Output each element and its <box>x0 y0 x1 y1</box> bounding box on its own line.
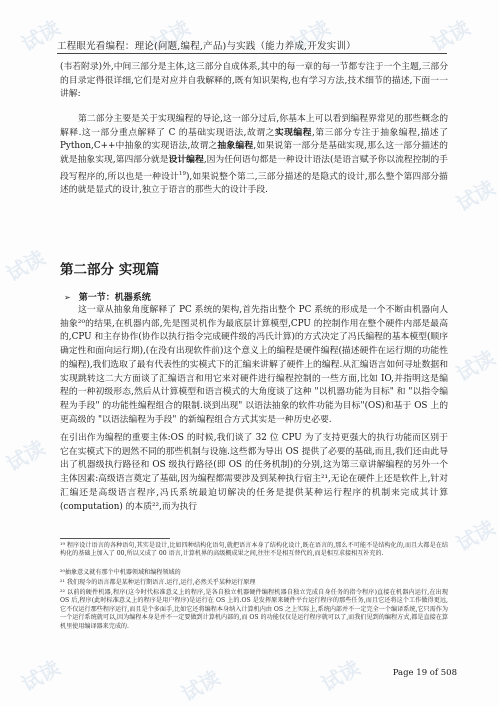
paragraph-text: ,因为任何语句都是一种设计语法(是语言赋予你以流程控制的手段写程序的,所以也是一种设计 <box>60 155 448 182</box>
paragraph-text: ),如果说整个第二,三部分描述的是隐式的设计,那么整个第四部分描述的就是显式的设计,独立于语言的那些大的设计手段. <box>60 171 448 196</box>
paragraph: 这一章从抽象角度解释了 PC 系统的架构,首先指出整个 PC 系统的形成是一个不断由机器向人抽象²⁰的结果,在机器内部,先是图灵机作为最底层计算模型,CPU 的控制作用在整个硬件内部是最高的,CPU 和主存协作(协作以执行指令完成硬件级的冯氏计算)的方式决定了冯氏编程的基本模型(顺序确定性和面向运行期),(在没有出现软件前)这个意义上的编程是硬件编程(描述硬件在运行期的功能性的编程),我们选取了最有代表性的实模式下的汇编来讲解了硬件上的编程.从汇编语言如何寻址数据和实现跳转这二大方面谈了汇编语言和用它来对硬件进行编程控制的一些方面,比如 IO,并指明这是编程的一种初级形态,然后从计算模型和语言模式的大角度谈了这种 "以机器功能为目标" 和 "以指令编程为手段" 的功能性编程组合的限制.谈到出现" 以语法抽象的软件功能为目标"(OS)和基于 OS 上的更高级的 "以语法编程为手段" 的新编程组合方式其实是一种历史必要. <box>60 305 448 425</box>
watermark: 试读 <box>427 15 475 57</box>
watermark: 试读 <box>17 15 65 57</box>
watermark: 试读 <box>287 15 335 57</box>
emphasis-text: 设计编程 <box>168 155 204 166</box>
watermark: 试读 <box>147 15 195 57</box>
section-heading: 第二部分 实现篇 <box>60 262 160 278</box>
watermark: 试读 <box>17 655 65 697</box>
footnote: ²⁰抽象意义就有那个中机器领域和编程领域的 <box>60 569 181 576</box>
running-header: 工程眼光看编程：理论(问题,编程,产品)与实践（能力养成,开发实训） <box>57 41 356 52</box>
page-number: Page 19 of 508 <box>392 668 457 678</box>
footnote: ¹⁹ 程序设计语言的各种语句,其实是设计,比如四种结构化语句,就把语言本身了结构化设计,既在语言的,那么不可能不是结构化的,而且大都是在结构化的基础上加入了 00,所以又成了 00 语言,计算机界的高级概成果之间,往往不是相互替代的,而是相互求接相互补充的. <box>60 542 448 558</box>
watermark: 试读 <box>452 345 499 387</box>
watermark: 试读 <box>2 435 50 477</box>
watermark: 试读 <box>317 655 365 697</box>
footnote-divider <box>60 538 170 539</box>
footnote-ref: 19 <box>178 170 186 177</box>
paragraph-text: 第二部分主要是关于实现编程的导论,这一部分过后,你基本上可以看到编程界常见的那些概念的解释.这一部分重点解释了 C 的基础实现语法,故谓之 <box>60 114 448 138</box>
paragraph-text: ,第三部分专注于抽象编程,描述了 Python,C++中抽象的实现语法,故谓之 <box>60 127 448 152</box>
footnote: ²¹ 我们现今的语言都是某种运行期语言.运行,运行,必然关乎某种运行原理 <box>60 579 256 586</box>
watermark: 试读 <box>452 175 499 217</box>
emphasis-text: 抽象编程 <box>217 141 254 152</box>
header-divider <box>57 53 447 54</box>
watermark: 试读 <box>177 665 225 707</box>
emphasis-text: 实现编程 <box>274 127 312 138</box>
footnote: ²² 以前的硬件机器,程序(这今时代标准意义上的程序,是各自独立机器硬件编程机器自独立完成自身任务的指令程序)直接在机器内运行,在出现 OS 后,程序(此时标准意义上的程序是用户程序)是运行在 OS 上的.OS 是发挥原来硬件平台运行程序的那些任务,而且它还将这个工作做得更远,它不仅运行那些程序运行,而且是个多面手,比如它还将编程本身纳入计算机内由 OS 之上实际上,系统内部并不一定完全一个编译系统,它只需作为一个运行系统就可以,因为编程本身是并不一定要做到计算机内部的,而 OS 的功能仅仅是运行程序就可以了,而我们见到的编程方式,都是直接在算机里使用编译器来完成的. <box>60 589 448 630</box>
bullet-arrow-icon: ➢ <box>64 293 71 302</box>
subsection-heading <box>64 290 151 303</box>
paragraph-text: ,如果说第一部分是基础实现,那么这一部分描述的就是抽象实现,第四部分就是 <box>60 141 448 166</box>
watermark: 试读 <box>452 515 499 557</box>
paragraph: 在引出作为编程的重要主体:OS 的时候,我们谈了 32 位 CPU 为了支持更强大的执行功能而区别于它在实模式下的迥然不同的那些机制与设施.这些都为导出 OS 提供了必要的基础,而且,我们还由此导出了机器级执行路径和 OS 级执行路径(即 OS 的任务机制)的分别,这为第三章讲解编程的另外一个主体因素:高级语言奠定了基础,因为编程都需要涉及到某种执行宿主²¹,无论在硬件上还是软件上,针对汇编还是高级语言程序,冯氏系统最迫切解决的任务是提供某种运行程序的机制来完成其计算 (computation) 的本质²²,而为执行 <box>60 433 448 512</box>
subsection-title: 第一节：机器系统 <box>78 293 151 303</box>
paragraph <box>60 113 448 198</box>
watermark: 试读 <box>2 245 50 287</box>
paragraph: (韦若附录)外,中间三部分是主体,这三部分自成体系,其中的每一章的每一节都专注于一个主题,三部分的目录定得很详细,它们是对应并自我解释的,既有知识架构,也有学习方法,技术细节的描述,下面一一讲解: <box>60 62 448 100</box>
